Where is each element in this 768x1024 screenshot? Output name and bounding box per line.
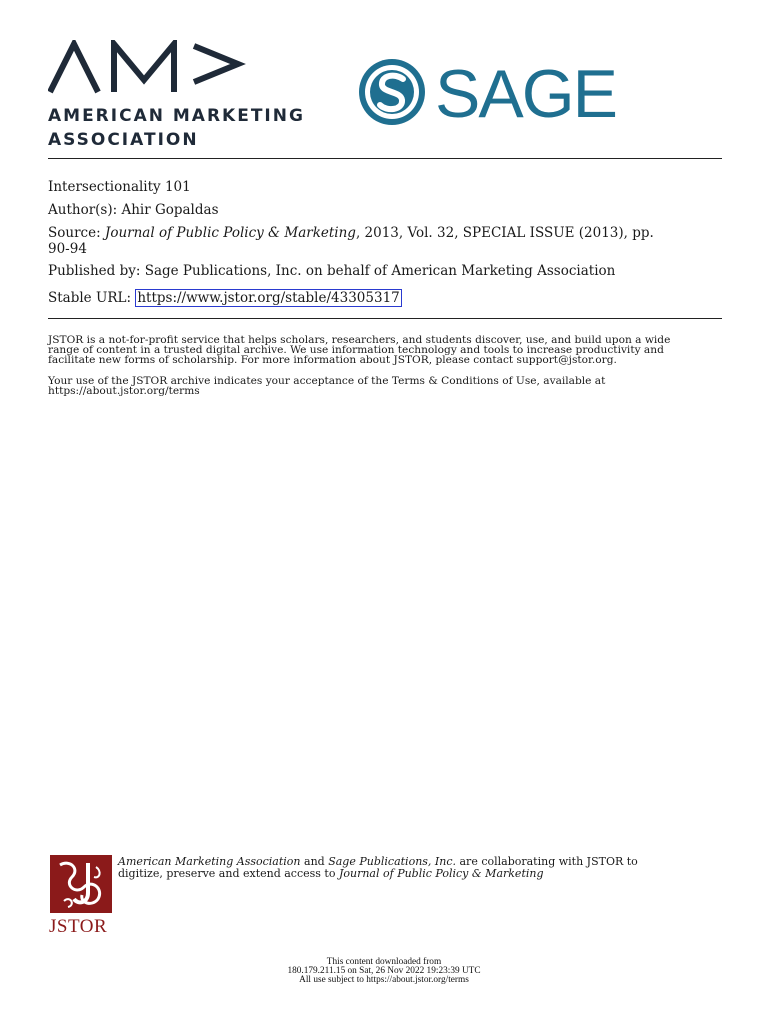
jstor-logo-text: JSTOR bbox=[49, 916, 108, 937]
terms-notice-line1: Your use of the JSTOR archive indicates your acceptance of the Terms & Conditions of Use, available at bbox=[48, 375, 606, 387]
collab-org1: American Marketing Association bbox=[118, 855, 301, 868]
stable-url-link[interactable]: https://www.jstor.org/stable/43305317 bbox=[137, 290, 400, 306]
footer-line1: This content downloaded from bbox=[326, 957, 442, 967]
ama-logo-mark-text: AM> bbox=[48, 40, 51, 41]
source-line bbox=[48, 225, 654, 241]
sage-logo bbox=[355, 55, 630, 130]
collab-org2: Sage Publications, Inc. bbox=[328, 855, 456, 868]
jstor-notice-line1: JSTOR is a not-for-profit service that helps scholars, researchers, and students discover, use, and build upon a wide bbox=[48, 334, 671, 346]
stable-url-line bbox=[48, 290, 402, 306]
footer-line2: 180.179.211.15 on Sat, 26 Nov 2022 19:23:39 UTC bbox=[287, 966, 481, 976]
source-journal: Journal of Public Policy & Marketing bbox=[104, 225, 356, 241]
sage-logo-text: SAGE bbox=[435, 56, 616, 130]
footer-line3: All use subject to https://about.jstor.org/terms bbox=[299, 975, 469, 985]
collab-and: and bbox=[304, 855, 325, 868]
author-name: Ahir Gopaldas bbox=[121, 202, 219, 218]
collab-line2-prefix: digitize, preserve and extend access to bbox=[118, 867, 336, 880]
ama-name-line2: ASSOCIATION bbox=[48, 130, 199, 150]
ama-logo-mark bbox=[48, 40, 248, 96]
source-label: Source: bbox=[48, 225, 101, 241]
author-line bbox=[48, 202, 219, 218]
article-title: Intersectionality 101 bbox=[48, 179, 191, 195]
source-pages: 90-94 bbox=[48, 241, 87, 257]
terms-notice-line2[interactable]: https://about.jstor.org/terms bbox=[48, 385, 200, 397]
jstor-notice-line3: facilitate new forms of scholarship. For more information about JSTOR, please contact support@jstor.org. bbox=[48, 354, 617, 366]
author-label: Author(s): bbox=[48, 202, 118, 218]
middle-divider bbox=[48, 318, 722, 319]
collab-journal: Journal of Public Policy & Marketing bbox=[338, 867, 544, 880]
collaboration-line2 bbox=[118, 868, 544, 880]
stable-url-label: Stable URL: bbox=[48, 290, 132, 306]
collab-rest: are collaborating with JSTOR to bbox=[459, 855, 638, 868]
top-divider bbox=[48, 158, 722, 159]
ama-name-line1: AMERICAN MARKETING bbox=[48, 106, 305, 126]
jstor-notice-line2: range of content in a trusted digital archive. We use information technology and tools to increase productivity and bbox=[48, 344, 664, 356]
published-by: Published by: Sage Publications, Inc. on behalf of American Marketing Association bbox=[48, 263, 616, 279]
source-details: , 2013, Vol. 32, SPECIAL ISSUE (2013), pp. bbox=[355, 225, 654, 241]
